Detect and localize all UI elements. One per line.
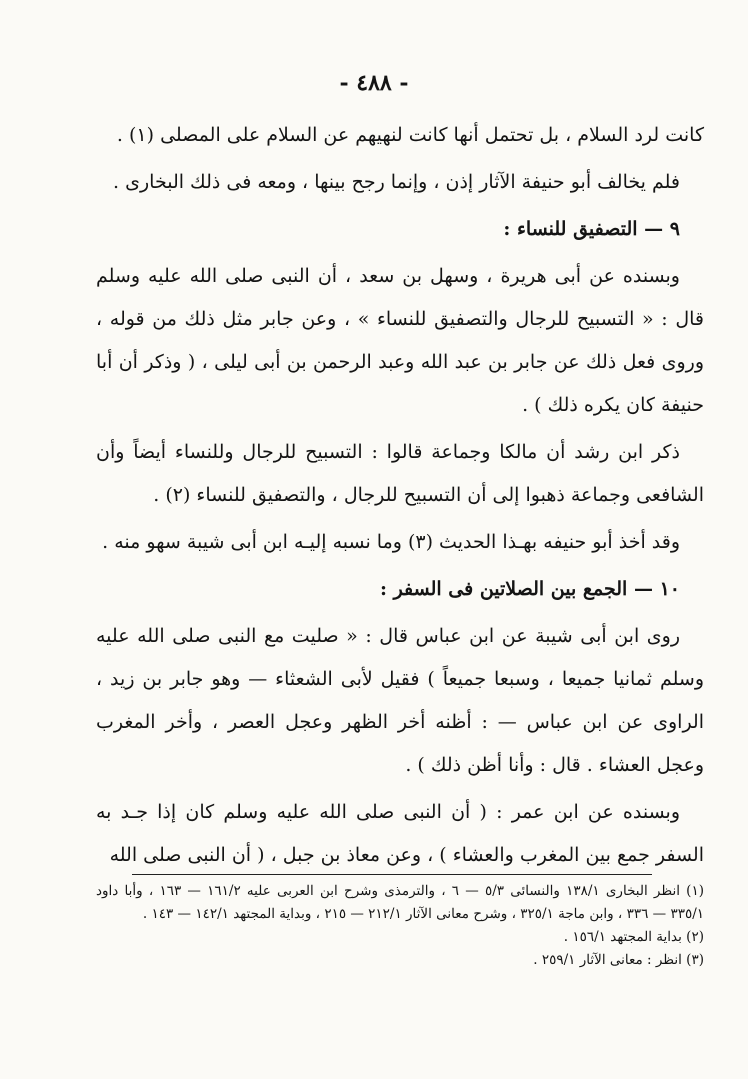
paragraph: وبسنده عن ابن عمر : ( أن النبى صلى الله عليه وسلم كان إذا جـد به السفر جمع بين المغرب والعشاء ) ، وعن معاذ بن جبل ، ( أن النبى صلى الله bbox=[96, 801, 704, 866]
footnotes bbox=[96, 880, 704, 972]
paragraph: فلم يخالف أبو حنيفة الآثار إذن ، وإنما رجح بينها ، ومعه فى ذلك البخارى . bbox=[113, 171, 680, 193]
paragraph: وبسنده عن أبى هريرة ، وسهل بن سعد ، أن النبى صلى الله عليه وسلم قال : « التسبيح للرجال والتصفيق للنساء » ، وعن جابر مثل ذلك من قوله ، وروى فعل ذلك عن جابر بن عبد الله وعبد الرحمن بن أبى ليلى ، ( وذكر أن أبا حنيفة كان يكره ذلك ) . bbox=[96, 265, 704, 416]
footnote-3: (٣) انظر : معانى الآثار ٢٥٩/١ . bbox=[533, 952, 704, 968]
body-text bbox=[96, 114, 704, 877]
paragraph-continuation: كانت لرد السلام ، بل تحتمل أنها كانت لنهيهم عن السلام على المصلى (١) . bbox=[116, 124, 704, 146]
paragraph: روى ابن أبى شيبة عن ابن عباس قال : « صليت مع النبى صلى الله عليه وسلم ثمانيا جميعا ، وسبعا جميعاً ) فقيل لأبى الشعثاء — وهو جابر بن زيد ، الراوى عن ابن عباس — : أظنه أخر الظهر وعجل العصر ، وأخر المغرب وعجل العشاء . قال : وأنا أظن ذلك ) . bbox=[96, 625, 704, 776]
page-number: - ٤٨٨ - bbox=[339, 70, 409, 96]
paragraph: ذكر ابن رشد أن مالكا وجماعة قالوا : التسبيح للرجال وللنساء أيضاً وأن الشافعى وجماعة ذهبوا إلى أن التسبيح للرجال ، والتصفيق للنساء (٢) . bbox=[96, 441, 704, 506]
paragraph: وقد أخذ أبو حنيفه بهـذا الحديث (٣) وما نسبه إليـه ابن أبى شيبة سهو منه . bbox=[102, 531, 680, 553]
footnote-divider bbox=[132, 874, 652, 875]
footnote-2: (٢) بداية المجتهد ١٥٦/١ . bbox=[563, 929, 704, 945]
section-heading-combining-prayers: ١٠ — الجمع بين الصلاتين فى السفر : bbox=[379, 578, 680, 600]
section-heading-clapping: ٩ — التصفيق للنساء : bbox=[503, 218, 680, 240]
footnote-1: (١) انظر البخارى ١٣٨/١ والنسائى ٥/٣ — ٦ ، والترمذى وشرح ابن العربى عليه ١٦١/٢ — ١٦٣ ، وأبا داود ٣٣٥/١ — ٣٣٦ ، وابن ماجة ٣٢٥/١ ، وشرح معانى الآثار ٢١٢/١ — ٢١٥ ، وبداية المجتهد ١٤٢/١ — ١٤٣ . bbox=[96, 883, 704, 922]
